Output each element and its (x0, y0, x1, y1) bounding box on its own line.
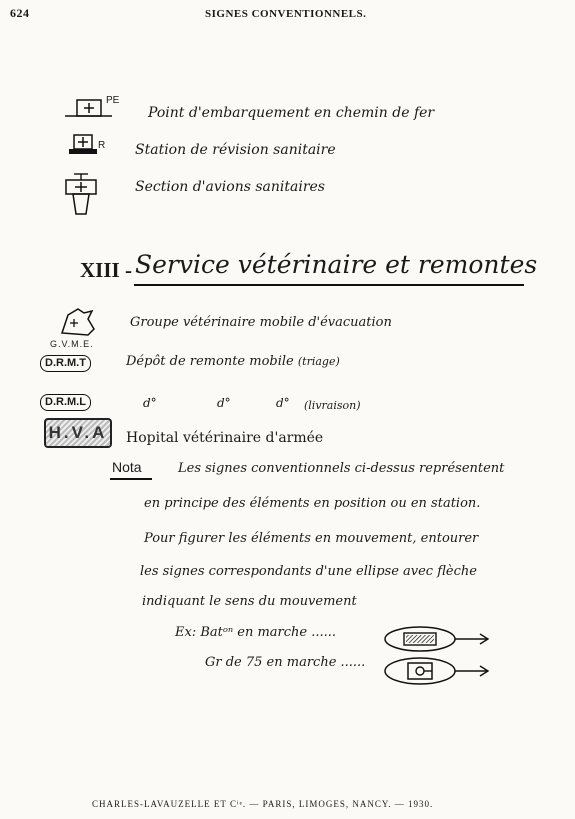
gvme-code: G.V.M.E. (50, 339, 94, 349)
ditto-2: d° (217, 396, 231, 410)
horse-head-icon (58, 305, 98, 339)
section-number: XIII - (80, 258, 132, 282)
moving-artillery-symbol-icon (384, 656, 494, 686)
nota-line-2: en principe des éléments en position ou en station. (144, 496, 481, 511)
example-artillery-text: Gr de 75 en marche ...... (205, 655, 366, 670)
nota-underline (110, 478, 152, 480)
drmt-label: Dépôt de remonte mobile (triage) (126, 354, 340, 369)
nota-line-1: Les signes conventionnels ci-dessus représentent (178, 461, 505, 476)
section-title: Service vétérinaire et remontes (135, 250, 538, 279)
revision-station-label: Station de révision sanitaire (135, 142, 336, 158)
drml-box: D.R.M.L (40, 394, 91, 411)
drmt-box: D.R.M.T (40, 355, 91, 372)
gvme-label: Groupe vétérinaire mobile d'évacuation (130, 315, 392, 330)
ditto-3: d° (276, 396, 290, 410)
nota-line-4: les signes correspondants d'une ellipse avec flèche (140, 564, 477, 579)
symbol-code-pe: PE (106, 95, 120, 106)
sanitary-aircraft-label: Section d'avions sanitaires (135, 179, 325, 195)
page-number: 624 (10, 6, 30, 20)
nota-line-5: indiquant le sens du mouvement (142, 594, 357, 609)
nota-label: Nota (112, 459, 142, 475)
drml-note: (livraison) (304, 399, 361, 412)
ditto-1: d° (143, 396, 157, 410)
moving-battalion-symbol-icon (384, 625, 494, 653)
running-title: SIGNES CONVENTIONNELS. (205, 8, 367, 20)
hva-code: H.V.A (48, 423, 108, 442)
example-battalion-text: Ex: Batᵒⁿ en marche ...... (175, 625, 337, 640)
hva-label: Hopital vétérinaire d'armée (126, 430, 324, 446)
nota-line-3: Pour figurer les éléments en mouvement, entourer (144, 531, 479, 546)
footer-imprint: CHARLES-LAVAUZELLE ET Cⁱᵉ. — PARIS, LIMOGES, NANCY. — 1930. (92, 799, 434, 809)
hva-box (44, 418, 112, 448)
symbol-code-r: R (98, 140, 106, 151)
sanitary-aircraft-icon (62, 170, 102, 220)
title-underline (134, 284, 524, 286)
boarding-point-label: Point d'embarquement en chemin de fer (148, 105, 435, 121)
